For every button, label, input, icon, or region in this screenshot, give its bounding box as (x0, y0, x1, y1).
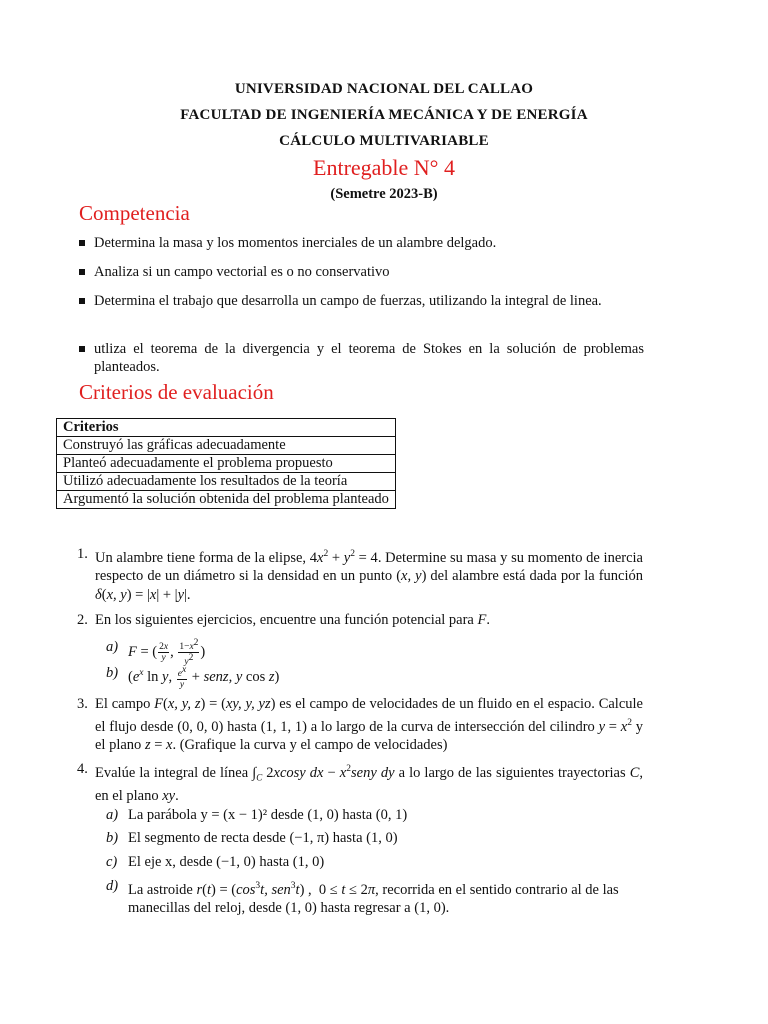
competencia-item: utliza el teorema de la divergencia y el teorema de Stokes en la solución de problemas planteados. (79, 340, 644, 376)
course-name: CÁLCULO MULTIVARIABLE (279, 133, 489, 149)
bullet-square-icon (79, 298, 85, 304)
table-header: Criterios (57, 419, 396, 437)
problem-1: 1. Un alambre tiene forma de la elipse, $4x^2 + y^2 = 4$. Determine su masa y su momento de inercia respecto de un diámetro si la densidad en un punto (x, y) del alambre está dada por la función δ(x, y) = |x| + |y|. (77, 546, 643, 603)
university-name: UNIVERSIDAD NACIONAL DEL CALLAO (234, 81, 534, 97)
competencia-heading: Competencia (79, 201, 190, 225)
table-row: Planteó adecuadamente el problema propuesto (57, 455, 396, 473)
bullet-square-icon (79, 240, 85, 246)
table-row: Construyó las gráficas adecuadamente (57, 437, 396, 455)
faculty-name: FACULTAD DE INGENIERÍA MECÁNICA Y DE ENERGÍA (180, 107, 588, 123)
semester-label: (Semetre 2023-B) (330, 186, 438, 202)
problem-4c: c) El eje x, desde (−1, 0) hasta (1, 0) (106, 854, 325, 870)
bullet-square-icon (79, 346, 85, 352)
problem-4d: d) La astroide $r(t) = (\cos^3t$, sen$^3$t) , 0 ≤ t ≤ 2π, recorrida en el sentido contrario al de las manecillas del reloj, desde (1, 0) hasta regresar a (1, 0). (106, 878, 619, 917)
problem-4b: b) El segmento de recta desde (−1, π) hasta (1, 0) (106, 830, 398, 846)
problem-3: 3. El campo F(x, y, z) = (xy, y, yz) es el campo de velocidades de un fluido en el espacio. Calcule el flujo desde (0, 0, 0) hasta (1, 1, 1) a lo largo de la curva de intersección del cilindro $y = x^2$ y el plano z = x. (Grafique la curva y el campo de velocidades) (77, 696, 643, 753)
document-title: Entregable N° 4 (313, 155, 455, 180)
table-row: Utilizó adecuadamente los resultados de la teoría (57, 473, 396, 491)
bullet-square-icon (79, 269, 85, 275)
problem-2a: a) F = ( $\frac{2x}{y}$ , $\frac{1-x^2}{y^2}$ ) (106, 638, 206, 668)
problem-2b: b) ($e^x$ ln y, $\frac{e^x}{y}$ + senz, y cos z) (106, 664, 280, 691)
table-row: Argumentó la solución obtenida del problema planteado (57, 491, 396, 509)
problem-2: 2. En los siguientes ejercicios, encuentre una función potencial para F. (77, 612, 490, 628)
problem-4a: a) La parábola y = (x − 1)² desde (1, 0) hasta (0, 1) (106, 807, 408, 823)
competencia-item: Determina la masa y los momentos inerciales de un alambre delgado. (79, 234, 644, 252)
competencia-item: Determina el trabajo que desarrolla un campo de fuerzas, utilizando la integral de linea. (79, 292, 644, 310)
criterios-table (56, 418, 396, 509)
problem-4: 4. Evalúe la integral de línea $\int_C$ 2xcosy dx − $x^2seny$ dy a lo largo de las siguientes trayectorias C, en el plano xy. (77, 761, 644, 805)
competencia-item: Analiza si un campo vectorial es o no conservativo (79, 263, 644, 281)
criterios-heading: Criterios de evaluación (79, 380, 274, 404)
